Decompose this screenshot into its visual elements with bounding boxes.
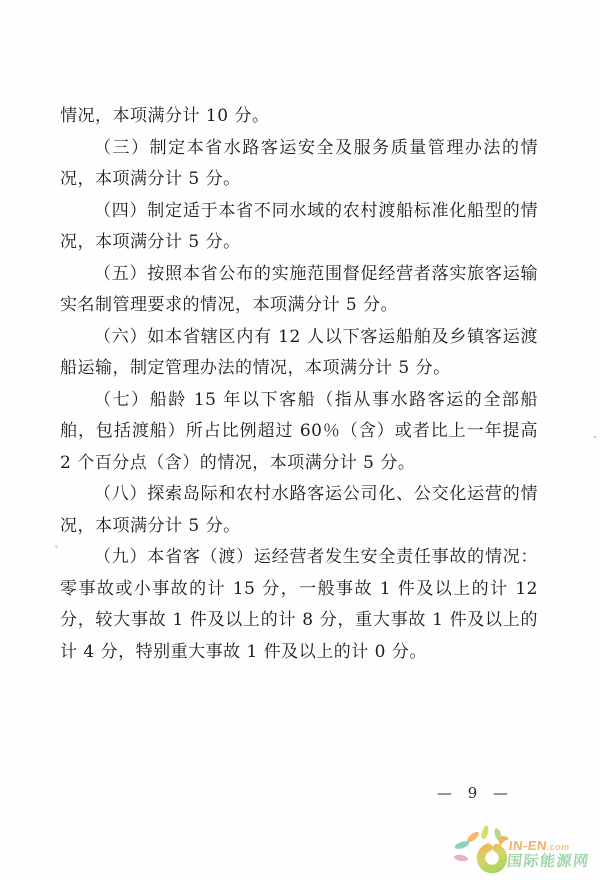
watermark-site-name: [508, 839, 592, 852]
paragraph: （四）制定适于本省不同水域的农村渡船标准化船型的情况，本项满分计 5 分。: [60, 200, 538, 252]
document-body: [60, 101, 538, 668]
paragraph: （六）如本省辖区内有 12 人以下客运船舶及乡镇客运渡船运输，制定管理办法的情况，本项满分计 5 分。: [60, 326, 538, 378]
scan-speck: [593, 436, 597, 438]
paragraph: （五）按照本省公布的实施范围督促经营者落实旅客运输实名制管理要求的情况，本项满分计 5 分。: [60, 263, 538, 315]
paragraph: （八）探索岛际和农村水路客运公司化、公交化运营的情况，本项满分计 5 分。: [60, 484, 538, 536]
watermark-en: IN-EN: [508, 838, 548, 853]
watermark: [452, 826, 600, 880]
paragraph: （三）制定本省水路客运安全及服务质量管理办法的情况，本项满分计 5 分。: [60, 137, 538, 189]
page-number: — 9 —: [436, 784, 510, 802]
petal-yellow-green: [480, 826, 490, 840]
scan-speck: [55, 545, 58, 548]
swirl-ring: [477, 843, 506, 872]
watermark-text: [506, 839, 592, 869]
paragraph: （七）船龄 15 年以下客船（指从事水路客运的全部船舶，包括渡船）所占比例超过 60％（含）或者比上一年提高 2 个百分点（含）的情况，本项满分计 5 分。: [60, 389, 538, 473]
watermark-tld: .com: [546, 842, 571, 852]
paragraph: 情况，本项满分计 10 分。: [60, 106, 270, 126]
petal-pink: [454, 854, 469, 863]
watermark-cn: 国际能源网: [506, 853, 591, 870]
paragraph: （九）本省客（渡）运经营者发生安全责任事故的情况：零事故或小事故的计 15 分，一般事故 1 件及以上的计 12 分，较大事故 1 件及以上的计 8 分，重大事故 1 件及以上的计 4 分，特别重大事故 1 件及以上的计 0 分。: [60, 547, 538, 662]
